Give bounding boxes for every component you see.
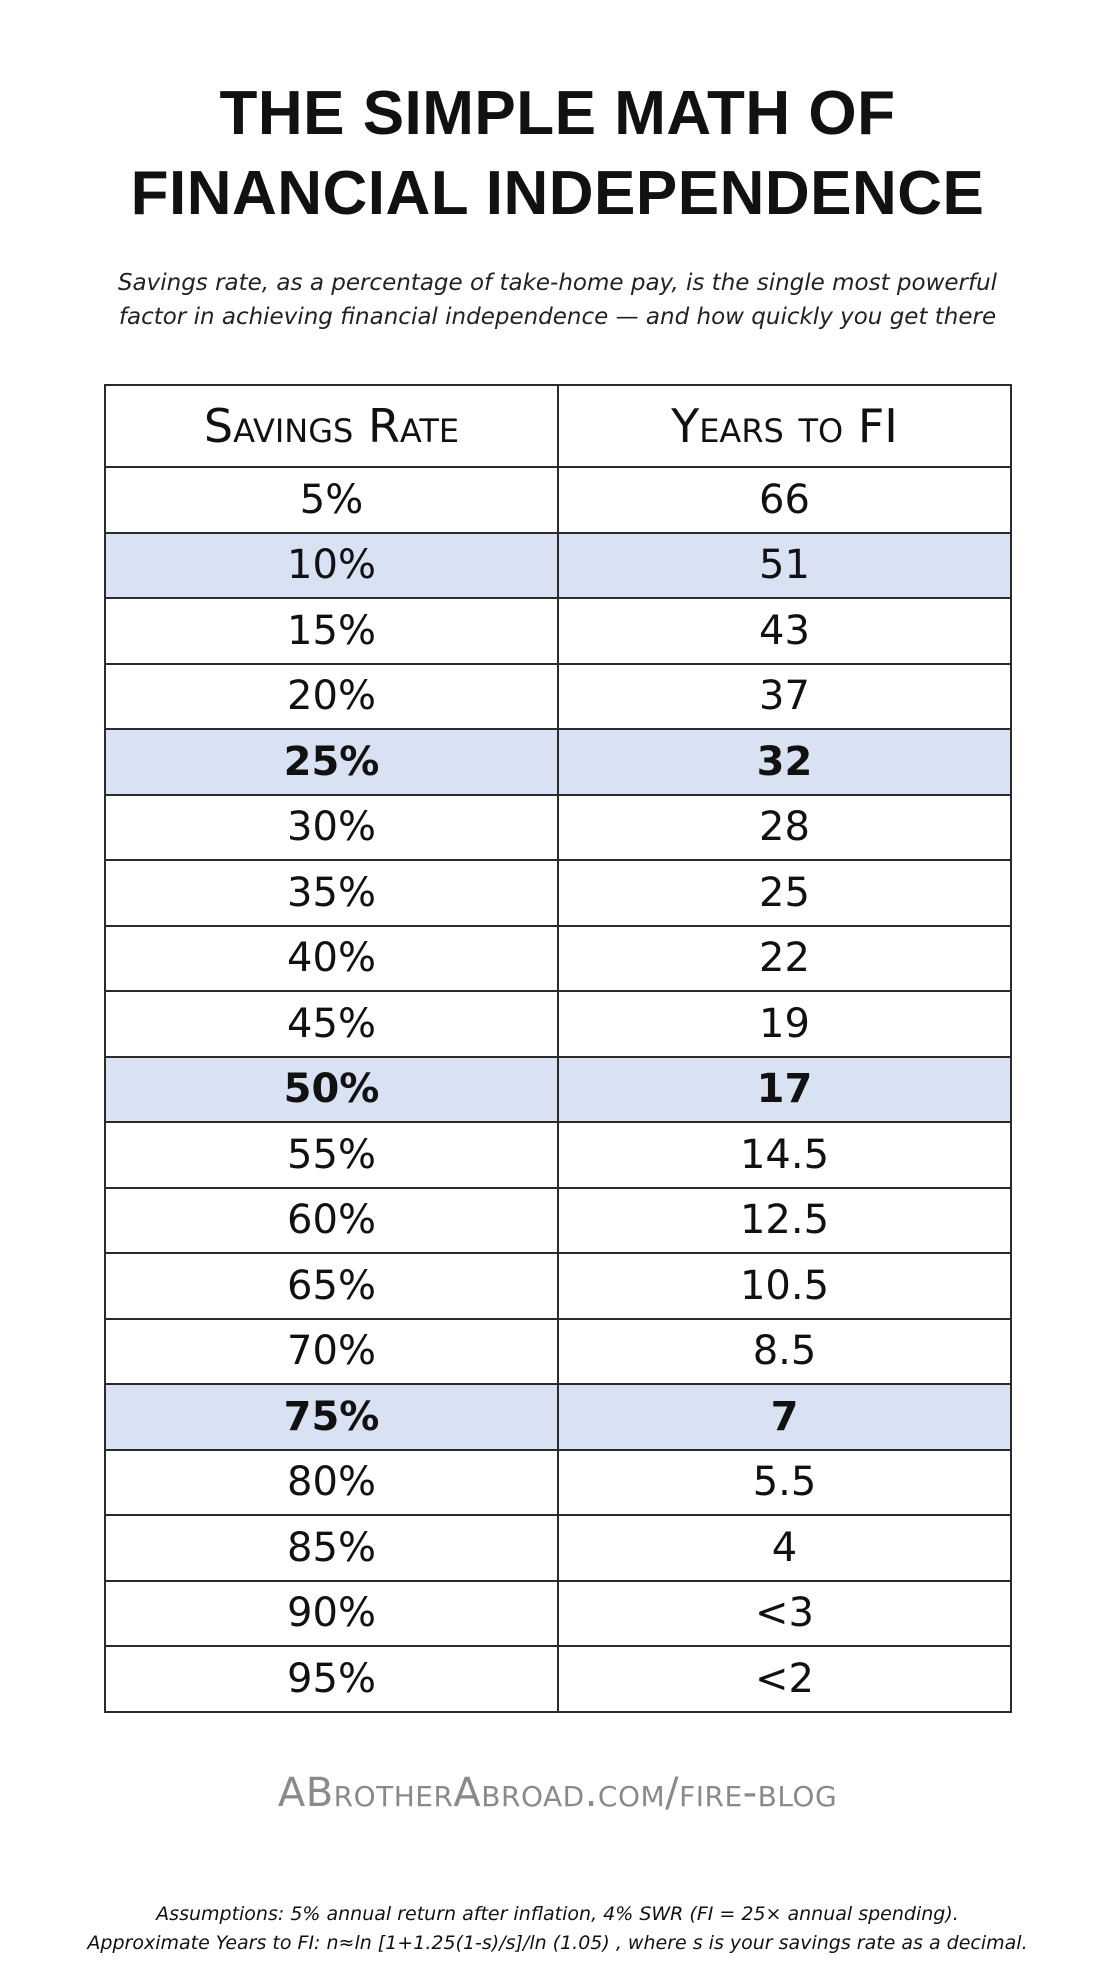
table-row [105, 860, 1011, 926]
page-title [0, 74, 1115, 234]
table-row [105, 1384, 1011, 1450]
years-to-fi-cell: 25 [558, 860, 1011, 926]
table-row [105, 1515, 1011, 1581]
savings-rate-cell: 30% [105, 795, 558, 861]
years-to-fi-cell: 19 [558, 991, 1011, 1057]
savings-rate-cell: 70% [105, 1319, 558, 1385]
years-to-fi-cell: 7 [558, 1384, 1011, 1450]
savings-rate-cell: 5% [105, 467, 558, 533]
footnote-line-1: Assumptions: 5% annual return after inflation, 4% SWR (FI = 25× annual spending). [156, 1903, 959, 1925]
table-row [105, 598, 1011, 664]
savings-rate-cell: 75% [105, 1384, 558, 1450]
table-row [105, 1057, 1011, 1123]
savings-rate-cell: 25% [105, 729, 558, 795]
years-to-fi-cell: 22 [558, 926, 1011, 992]
table-row [105, 1319, 1011, 1385]
title-line-1: THE SIMPLE MATH OF [219, 79, 896, 148]
table-row [105, 1122, 1011, 1188]
savings-rate-cell: 10% [105, 533, 558, 599]
savings-rate-cell: 80% [105, 1450, 558, 1516]
savings-rate-cell: 50% [105, 1057, 558, 1123]
title-line-2: FINANCIAL INDEPENDENCE [130, 159, 985, 228]
column-header-savings-rate: Savings Rate [105, 385, 558, 467]
years-to-fi-cell: 17 [558, 1057, 1011, 1123]
savings-rate-cell: 35% [105, 860, 558, 926]
savings-rate-cell: 40% [105, 926, 558, 992]
years-to-fi-cell: 32 [558, 729, 1011, 795]
years-to-fi-cell: 66 [558, 467, 1011, 533]
savings-rate-cell: 20% [105, 664, 558, 730]
savings-rate-cell: 90% [105, 1581, 558, 1647]
table-row [105, 1188, 1011, 1254]
savings-rate-cell: 55% [105, 1122, 558, 1188]
table-row [105, 991, 1011, 1057]
years-to-fi-cell: 51 [558, 533, 1011, 599]
savings-rate-cell: 65% [105, 1253, 558, 1319]
table-row [105, 1646, 1011, 1712]
years-to-fi-cell: 5.5 [558, 1450, 1011, 1516]
years-to-fi-cell: 43 [558, 598, 1011, 664]
table-row [105, 467, 1011, 533]
column-header-years-to-fi: Years to FI [558, 385, 1011, 467]
website-watermark: ABrotherAbroad.com/fire-blog [277, 1770, 838, 1816]
savings-rate-cell: 60% [105, 1188, 558, 1254]
assumptions-footnote [30, 1900, 1085, 1958]
years-to-fi-cell: <3 [558, 1581, 1011, 1647]
years-to-fi-cell: 4 [558, 1515, 1011, 1581]
years-to-fi-cell: 14.5 [558, 1122, 1011, 1188]
years-to-fi-cell: 8.5 [558, 1319, 1011, 1385]
table-row [105, 1581, 1011, 1647]
years-to-fi-cell: 12.5 [558, 1188, 1011, 1254]
years-to-fi-cell: 10.5 [558, 1253, 1011, 1319]
savings-rate-cell: 15% [105, 598, 558, 664]
table-row [105, 533, 1011, 599]
footnote-line-2: Approximate Years to FI: n≈ln [1+1.25(1-s)/s]/ln (1.05) , where s is your savings rate as a decimal. [87, 1932, 1028, 1954]
table-row [105, 1450, 1011, 1516]
savings-rate-cell: 85% [105, 1515, 558, 1581]
subtitle [90, 266, 1025, 334]
table-body [105, 467, 1011, 1712]
savings-rate-cell: 95% [105, 1646, 558, 1712]
years-to-fi-cell: <2 [558, 1646, 1011, 1712]
table-row [105, 1253, 1011, 1319]
table-row [105, 926, 1011, 992]
table-row [105, 795, 1011, 861]
table-row [105, 664, 1011, 730]
years-to-fi-cell: 28 [558, 795, 1011, 861]
savings-rate-table [104, 384, 1012, 1713]
subtitle-line-2: factor in achieving financial independence — and how quickly you get there [118, 304, 997, 330]
table-row [105, 729, 1011, 795]
table-header-row [105, 385, 1011, 467]
subtitle-line-1: Savings rate, as a percentage of take-home pay, is the single most powerful [117, 270, 998, 296]
savings-rate-cell: 45% [105, 991, 558, 1057]
years-to-fi-cell: 37 [558, 664, 1011, 730]
